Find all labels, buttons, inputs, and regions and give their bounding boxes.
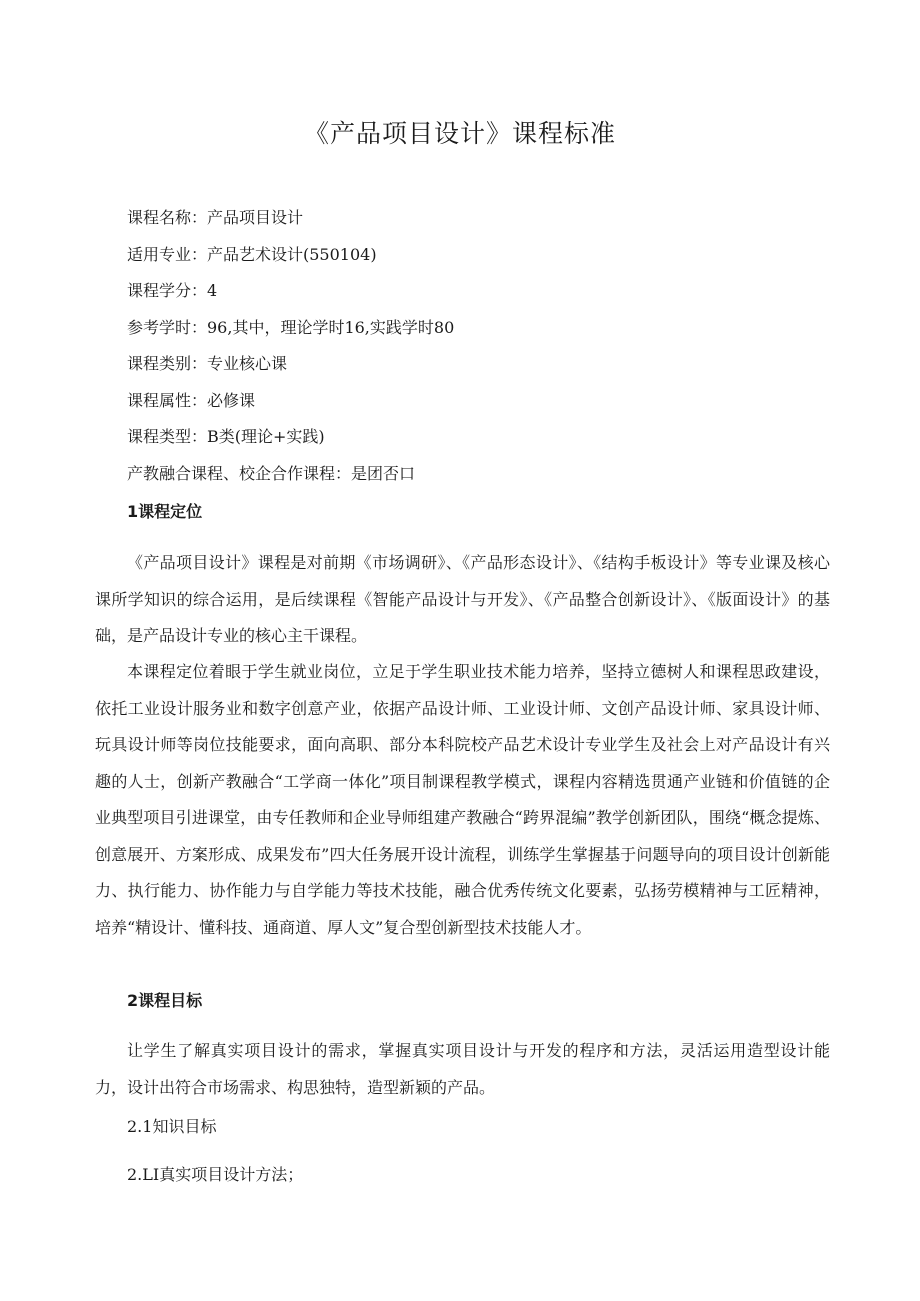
meta-course-name: 课程名称：产品项目设计 [127, 208, 304, 227]
meta-major: 适用专业：产品艺术设计(550104) [127, 244, 377, 264]
document-title: 《产品项目设计》课程标准 [303, 119, 616, 148]
section-1-heading: 1课程定位 [127, 502, 203, 521]
meta-credits: 课程学分：4 [127, 281, 218, 300]
meta-category: 课程类别：专业核心课 [127, 354, 288, 373]
subsection-2-1-1-item: 2.LI真实项目设计方法； [127, 1165, 304, 1184]
course-meta-list [127, 205, 827, 497]
meta-industry-course: 产教融合课程、校企合作课程：是团否口 [127, 463, 416, 483]
section-1-paragraph-1: 《产品项目设计》课程是对前期《市场调研》、《产品形态设计》、《结构手板设计》等专业课及核心课所学知识的综合运用，是后续课程《智能产品设计与开发》、《产品整合创新设计》、《版面设计》的基础，是产品设计专业的核心主干课程。 [95, 553, 830, 645]
meta-type: 课程类型：B类(理论+实践) [127, 427, 325, 446]
meta-attribute: 课程属性：必修课 [127, 390, 256, 410]
meta-hours: 参考学时：96,其中，理论学时16,实践学时80 [127, 317, 455, 337]
subsection-2-1-heading: 2.1知识目标 [127, 1117, 217, 1136]
section-1-paragraph-2: 本课程定位着眼于学生就业岗位，立足于学生职业技术能力培养，坚持立德树人和课程思政建设，依托工业设计服务业和数字创意产业，依据产品设计师、工业设计师、文创产品设计师、家具设计师、玩具设计师等岗位技能要求，面向高职、部分本科院校产品艺术设计专业学生及社会上对产品设计有兴趣的人士，创新产教融合“工学商一体化”项目制课程教学模式，课程内容精选贯通产业链和价值链的企业典型项目引进课堂，由专任教师和企业导师组建产教融合“跨界混编”教学创新团队，围绕“概念提炼、创意展开、方案形成、成果发布”四大任务展开设计流程，训练学生掌握基于问题导向的项目设计创新能力、执行能力、协作能力与自学能力等技术技能，融合优秀传统文化要素，弘扬劳模精神与工匠精神，培养“精设计、懂科技、通商道、厚人文”复合型创新型技术技能人才。 [95, 662, 830, 937]
section-2-paragraph: 让学生了解真实项目设计的需求，掌握真实项目设计与开发的程序和方法，灵活运用造型设计能力，设计出符合市场需求、构思独特，造型新颖的产品。 [95, 1041, 830, 1097]
section-2-heading: 2课程目标 [127, 991, 203, 1010]
